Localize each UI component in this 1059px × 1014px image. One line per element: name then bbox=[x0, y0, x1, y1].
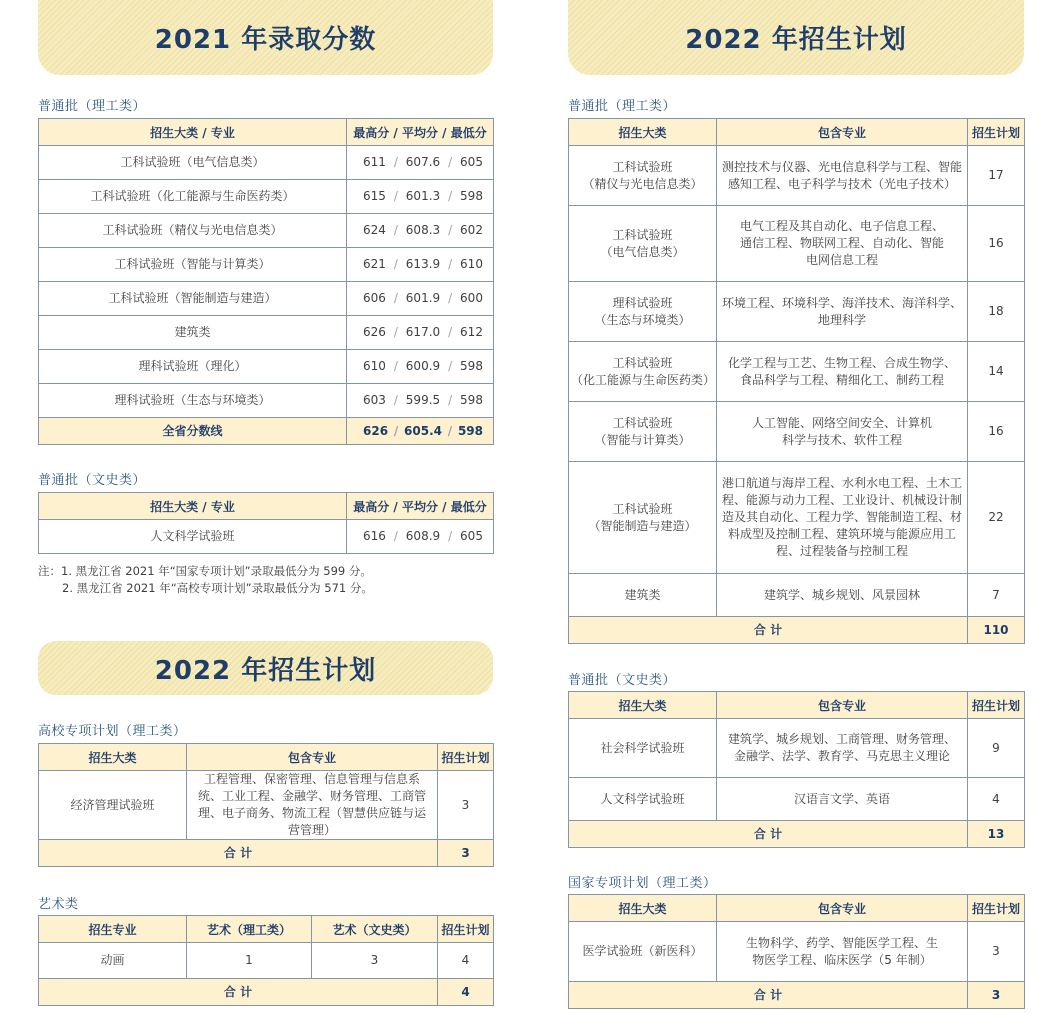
avg-score: 607.6 bbox=[405, 155, 441, 169]
max-score: 611 bbox=[363, 155, 386, 169]
plan-count: 3 bbox=[438, 771, 494, 840]
majors-list: 人工智能、网络空间安全、计算机科学与技术、软件工程 bbox=[717, 402, 968, 462]
note-1: 注：1. 黑龙江省 2021 年“国家专项计划”录取最低分为 599 分。 bbox=[38, 564, 372, 578]
col-header: 招生大类 bbox=[39, 744, 187, 771]
plan-table-science bbox=[568, 118, 1025, 644]
banner-title: 2022 年招生计划 bbox=[685, 25, 907, 55]
category-name: 工科试验班 bbox=[612, 415, 673, 430]
plan-count: 14 bbox=[968, 342, 1025, 402]
total-row bbox=[39, 840, 494, 867]
avg-score: 599.5 bbox=[405, 393, 441, 407]
col-header: 招生大类 bbox=[569, 895, 717, 922]
category-name: 人文科学试验班 bbox=[569, 778, 717, 821]
plan-table-college-special bbox=[38, 743, 494, 867]
section-label-college-special: 高校专项计划（理工类） bbox=[38, 724, 187, 739]
table-row bbox=[569, 922, 1025, 982]
major-name: 理科试验班（生态与环境类） bbox=[39, 384, 347, 418]
col-header: 招生大类 / 专业 bbox=[39, 493, 347, 520]
major-name: 工科试验班（化工能源与生命医药类） bbox=[39, 180, 347, 214]
col-header: 包含专业 bbox=[717, 119, 968, 146]
max-score: 606 bbox=[363, 291, 386, 305]
min-score: 610 bbox=[460, 257, 483, 271]
table-row bbox=[39, 943, 494, 979]
table-row bbox=[39, 771, 494, 840]
avg-score: 605.4 bbox=[404, 423, 442, 438]
min-score: 598 bbox=[460, 359, 483, 373]
total-value: 3 bbox=[438, 840, 494, 867]
table-row: 理科试验班（生态与环境类） 603 / 599.5 / 598 bbox=[39, 384, 494, 418]
arts-count: 3 bbox=[312, 943, 438, 979]
banner-2022-plan-right bbox=[568, 0, 1024, 75]
majors-list: 汉语言文学、英语 bbox=[717, 778, 968, 821]
col-header: 艺术（理工类） bbox=[187, 916, 312, 943]
total-label: 合 计 bbox=[39, 979, 438, 1006]
max-score: 626 bbox=[363, 325, 386, 339]
total-label: 合 计 bbox=[569, 821, 968, 848]
max-score: 603 bbox=[363, 393, 386, 407]
plan-count: 3 bbox=[968, 922, 1025, 982]
max-score: 621 bbox=[363, 257, 386, 271]
max-score: 624 bbox=[363, 223, 386, 237]
category-name: 建筑类 bbox=[569, 574, 717, 617]
avg-score: 617.0 bbox=[405, 325, 441, 339]
col-header: 招生大类 / 专业 bbox=[39, 119, 347, 146]
col-header: 艺术（文史类） bbox=[312, 916, 438, 943]
banner-title: 2022 年招生计划 bbox=[154, 655, 377, 686]
category-name: 工科试验班 bbox=[612, 355, 673, 370]
category-subname: （生态与环境类） bbox=[594, 312, 691, 327]
majors-list: 工程管理、保密管理、信息管理与信息系统、工业工程、金融学、财务管理、工商管理、电子商务、物流工程（智慧供应链与运营管理） bbox=[187, 771, 438, 840]
majors-list: 电气工程及其自动化、电子信息工程、通信工程、物联网工程、自动化、智能电网信息工程 bbox=[717, 206, 968, 282]
plan-count: 16 bbox=[968, 206, 1025, 282]
col-header: 招生计划 bbox=[968, 119, 1025, 146]
majors-list: 港口航道与海岸工程、水利水电工程、土木工程、能源与动力工程、工业设计、机械设计制造及其自动化、工程力学、智能制造工程、材料成型及控制工程、建筑环境与能源应用工程、过程装备与控制工程 bbox=[717, 462, 968, 574]
major-name: 人文科学试验班 bbox=[39, 520, 347, 554]
major-name: 工科试验班（智能制造与建造） bbox=[39, 282, 347, 316]
banner-2021-scores bbox=[38, 0, 493, 75]
section-label-arts-2022: 普通批（文史类） bbox=[568, 673, 677, 688]
col-header: 招生计划 bbox=[968, 895, 1025, 922]
col-header: 招生计划 bbox=[438, 744, 494, 771]
category-subname: （精仪与光电信息类） bbox=[582, 176, 703, 191]
total-label: 合 计 bbox=[39, 840, 438, 867]
total-label: 合 计 bbox=[569, 617, 968, 644]
table-row: 建筑类 626 / 617.0 / 612 bbox=[39, 316, 494, 350]
col-header: 包含专业 bbox=[717, 895, 968, 922]
plan-count: 16 bbox=[968, 402, 1025, 462]
total-row bbox=[569, 617, 1025, 644]
major-name: 理科试验班（理化） bbox=[39, 350, 347, 384]
total-value: 3 bbox=[968, 982, 1025, 1009]
avg-score: 600.9 bbox=[405, 359, 441, 373]
col-header: 招生大类 bbox=[569, 119, 717, 146]
total-row bbox=[569, 982, 1025, 1009]
max-score: 616 bbox=[363, 529, 386, 543]
category-subname: （化工能源与生命医药类） bbox=[571, 372, 716, 387]
major-name: 动画 bbox=[39, 943, 187, 979]
majors-list: 生物科学、药学、智能医学工程、生物医学工程、临床医学（5 年制） bbox=[717, 922, 968, 982]
max-score: 615 bbox=[363, 189, 386, 203]
min-score: 598 bbox=[460, 393, 483, 407]
major-name: 工科试验班（精仪与光电信息类） bbox=[39, 214, 347, 248]
table-row: 理科试验班（理化） 610 / 600.9 / 598 bbox=[39, 350, 494, 384]
majors-list: 化学工程与工艺、生物工程、合成生物学、食品科学与工程、精细化工、制药工程 bbox=[717, 342, 968, 402]
science-count: 1 bbox=[187, 943, 312, 979]
majors-list: 测控技术与仪器、光电信息科学与工程、智能感知工程、电子科学与技术（光电子技术） bbox=[717, 146, 968, 206]
table-row bbox=[569, 342, 1025, 402]
scores-table-arts bbox=[38, 492, 494, 554]
category-name: 经济管理试验班 bbox=[39, 771, 187, 840]
table-row: 工科试验班（电气信息类） 611 / 607.6 / 605 bbox=[39, 146, 494, 180]
section-label-science-2022: 普通批（理工类） bbox=[568, 99, 677, 114]
avg-score: 608.9 bbox=[405, 529, 441, 543]
total-value: 110 bbox=[968, 617, 1025, 644]
total-row: 全省分数线 626 / 605.4 / 598 bbox=[39, 418, 494, 445]
section-label-national-special: 国家专项计划（理工类） bbox=[568, 876, 717, 891]
col-header: 包含专业 bbox=[187, 744, 438, 771]
scores-table-science bbox=[38, 118, 494, 445]
category-name: 理科试验班 bbox=[612, 295, 673, 310]
category-name: 工科试验班 bbox=[612, 501, 673, 516]
table-row bbox=[569, 282, 1025, 342]
category-subname: （电气信息类） bbox=[600, 244, 685, 259]
plan-count: 4 bbox=[438, 943, 494, 979]
col-header: 招生计划 bbox=[438, 916, 494, 943]
max-score: 626 bbox=[363, 423, 389, 438]
table-row bbox=[569, 402, 1025, 462]
note-2: 2. 黑龙江省 2021 年“高校专项计划”录取最低分为 571 分。 bbox=[62, 581, 373, 595]
min-score: 600 bbox=[460, 291, 483, 305]
plan-count: 18 bbox=[968, 282, 1025, 342]
col-header: 最高分 / 平均分 / 最低分 bbox=[347, 119, 494, 146]
col-header: 招生大类 bbox=[569, 692, 717, 719]
table-row: 工科试验班（智能与计算类） 621 / 613.9 / 610 bbox=[39, 248, 494, 282]
table-row bbox=[569, 778, 1025, 821]
category-subname: （智能与计算类） bbox=[594, 432, 691, 447]
avg-score: 601.9 bbox=[405, 291, 441, 305]
category-name: 工科试验班 bbox=[612, 227, 673, 242]
plan-count: 9 bbox=[968, 719, 1025, 778]
banner-2022-plan-left bbox=[38, 641, 493, 695]
table-row bbox=[569, 719, 1025, 778]
majors-list: 建筑学、城乡规划、风景园林 bbox=[717, 574, 968, 617]
table-row: 工科试验班（化工能源与生命医药类） 615 / 601.3 / 598 bbox=[39, 180, 494, 214]
section-label-science-2021: 普通批（理工类） bbox=[38, 99, 147, 114]
table-row: 人文科学试验班 616 / 608.9 / 605 bbox=[39, 520, 494, 554]
plan-count: 22 bbox=[968, 462, 1025, 574]
total-label: 全省分数线 bbox=[39, 418, 347, 445]
major-name: 工科试验班（智能与计算类） bbox=[39, 248, 347, 282]
section-label-art: 艺术类 bbox=[38, 897, 79, 912]
min-score: 605 bbox=[460, 529, 483, 543]
plan-table-arts bbox=[568, 691, 1025, 848]
table-row bbox=[569, 206, 1025, 282]
table-row bbox=[569, 462, 1025, 574]
table-row bbox=[569, 574, 1025, 617]
avg-score: 608.3 bbox=[405, 223, 441, 237]
major-name: 建筑类 bbox=[39, 316, 347, 350]
min-score: 612 bbox=[460, 325, 483, 339]
banner-title: 2021 年录取分数 bbox=[154, 25, 377, 55]
major-name: 工科试验班（电气信息类） bbox=[39, 146, 347, 180]
col-header: 招生专业 bbox=[39, 916, 187, 943]
plan-count: 17 bbox=[968, 146, 1025, 206]
total-row bbox=[569, 821, 1025, 848]
plan-table-art bbox=[38, 915, 494, 1006]
plan-count: 4 bbox=[968, 778, 1025, 821]
avg-score: 601.3 bbox=[405, 189, 441, 203]
section-label-arts-2021: 普通批（文史类） bbox=[38, 473, 147, 488]
table-row: 工科试验班（精仪与光电信息类） 624 / 608.3 / 602 bbox=[39, 214, 494, 248]
total-value: 4 bbox=[438, 979, 494, 1006]
category-name: 社会科学试验班 bbox=[569, 719, 717, 778]
col-header: 最高分 / 平均分 / 最低分 bbox=[347, 493, 494, 520]
max-score: 610 bbox=[363, 359, 386, 373]
plan-count: 7 bbox=[968, 574, 1025, 617]
total-row bbox=[39, 979, 494, 1006]
table-row: 工科试验班（智能制造与建造） 606 / 601.9 / 600 bbox=[39, 282, 494, 316]
min-score: 598 bbox=[457, 423, 483, 438]
category-name: 医学试验班（新医科） bbox=[569, 922, 717, 982]
majors-list: 环境工程、环境科学、海洋技术、海洋科学、地理科学 bbox=[717, 282, 968, 342]
min-score: 602 bbox=[460, 223, 483, 237]
category-name: 工科试验班 bbox=[612, 159, 673, 174]
min-score: 605 bbox=[460, 155, 483, 169]
total-label: 合 计 bbox=[569, 982, 968, 1009]
col-header: 包含专业 bbox=[717, 692, 968, 719]
majors-list: 建筑学、城乡规划、工商管理、财务管理、金融学、法学、教育学、马克思主义理论 bbox=[717, 719, 968, 778]
table-row bbox=[569, 146, 1025, 206]
min-score: 598 bbox=[460, 189, 483, 203]
col-header: 招生计划 bbox=[968, 692, 1025, 719]
total-value: 13 bbox=[968, 821, 1025, 848]
category-subname: （智能制造与建造） bbox=[588, 518, 697, 533]
plan-table-national-special bbox=[568, 894, 1025, 1009]
avg-score: 613.9 bbox=[405, 257, 441, 271]
